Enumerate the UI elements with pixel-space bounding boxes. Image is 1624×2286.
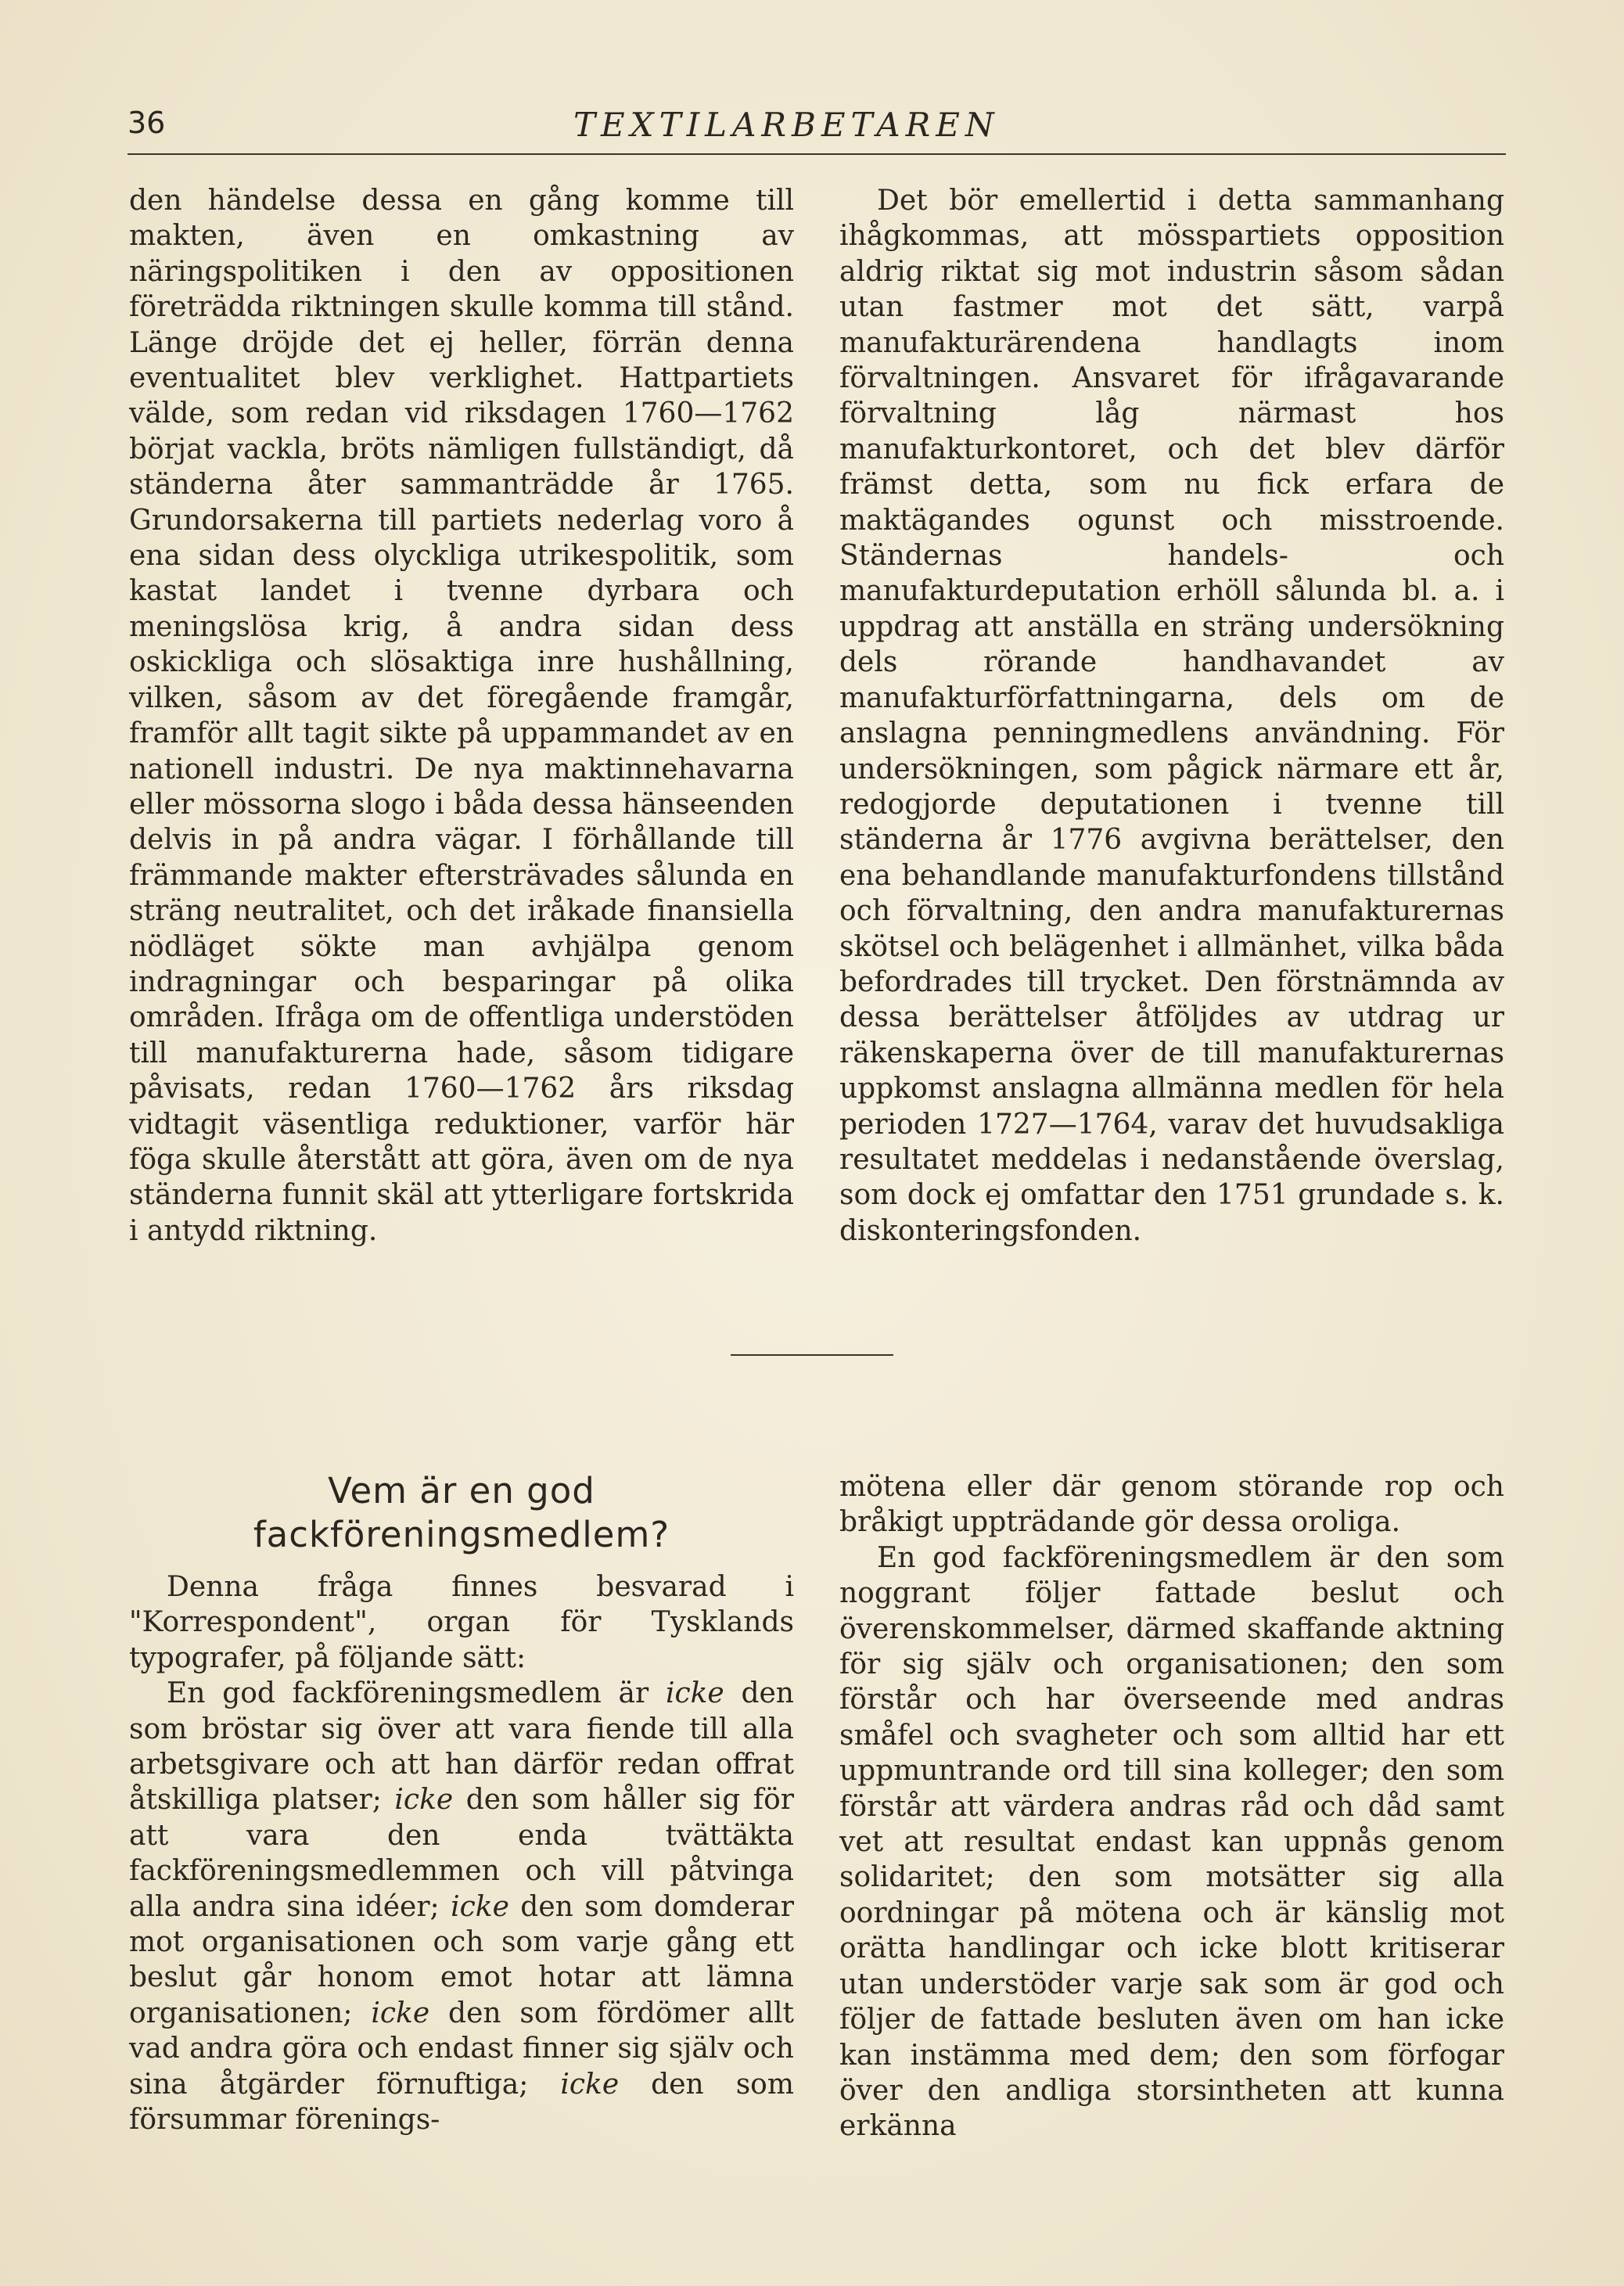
section-paragraph: En god fackföreningsmedlem är den som noggrant följer fattade beslut och överenskommelser, därmed skaffande aktning för sig själv och organisationen; den som förstår och har överseende med andras småfel och svagheter och som alltid har ett uppmuntrande ord till sina kolleger; den som förstår att värdera andras råd och dåd samt vet att resultat endast kan uppnås genom solidaritet; den som motsätter sig alla oordningar på mötena och är känslig mot orätta handlingar och icke blott kritiserar utan understöder varje sak som är god och följer de fattade besluten även om han icke kan instämma med dem; den som förfogar över den andliga storsintheten att kunna erkänna (839, 1541, 1504, 2143)
running-title: TEXTILARBETAREN (573, 106, 1000, 144)
text-run: En god fackföreningsmedlem är (167, 1677, 666, 1710)
section-paragraph (129, 1676, 794, 2137)
text-run: den som fördömer allt vad andra göra och endast finner sig själv och sina åtgärder förnuftiga; (129, 1997, 794, 2101)
emphasis: icke (394, 1784, 454, 1817)
header-rule (128, 153, 1506, 155)
emphasis: icke (665, 1677, 724, 1710)
text-run: den som försummar förenings- (129, 2068, 794, 2137)
emphasis: icke (560, 2068, 620, 2101)
section-column-right (839, 1469, 1504, 2144)
page-number: 36 (128, 106, 166, 140)
emphasis: icke (371, 1997, 430, 2029)
text-run: den som bröstar sig över att vara fiende till alla arbetsgivare och att han därför redan offrat åtskilliga platser; (129, 1677, 794, 1817)
text-run: den som håller sig för att vara den enda tvättäkta fackföreningsmedlemmen och vill påtvinga alla andra sina idéer; (129, 1784, 794, 1923)
section-divider (731, 1354, 893, 1356)
article-column-right (839, 183, 1504, 1249)
section-intro: Denna fråga finnes besvarad i "Korrespondent", organ för Tysklands typografer, på följande sätt: (129, 1571, 794, 1674)
article-paragraph: den händelse dessa en gång komme till makten, även en omkastning av näringspolitiken i den av oppositionen företrädda riktningen skulle komma till stånd. Länge dröjde det ej heller, förrän denna eventualitet blev verklighet. Hattpartiets välde, som redan vid riksdagen 1760—1762 börjat vackla, bröts nämligen fullständigt, då ständerna åter sammanträdde år 1765. Grundorsakerna till partiets nederlag voro å ena sidan dess olyckliga utrikespolitik, som kastat landet i tvenne dyrbara och meningslösa krig, å andra sidan dess oskickliga och slösaktiga inre hushållning, vilken, såsom av det föregående framgår, framför allt tagit sikte på uppammandet av en nationell industri. De nya maktinnehavarna eller mössorna slogo i båda dessa hänseenden delvis in på andra vägar. I förhållande till främmande makter eftersträvades sålunda en sträng neutralitet, och det iråkade finansiella nödläget sökte man avhjälpa genom indragningar och besparingar på olika områden. Ifråga om de offentliga understöden till manufakturerna hade, såsom tidigare påvisats, redan 1760—1762 års riksdag vidtagit väsentliga reduktioner, varför här föga skulle återstått att göra, även om de nya ständerna funnit skäl att ytterligare fortskrida i antydd riktning. (129, 185, 794, 1247)
page-header (128, 106, 1506, 149)
section-column-left (129, 1569, 794, 2138)
section-heading: Vem är en god fackföreningsmedlem? (253, 1470, 670, 1555)
text-run: den som domderar mot organisationen och som varje gång ett beslut går honom emot hotar att lämna organisationen; (129, 1890, 794, 2029)
article-paragraph: Det bör emellertid i detta sammanhang ihågkommas, att mösspartiets opposition aldrig riktat sig mot industrin såsom sådan utan fastmer mot det sätt, varpå manufakturärendena handlagts inom förvaltningen. Ansvaret för ifrågavarande förvaltning låg närmast hos manufakturkontoret, och det blev därför främst detta, som nu fick erfara de maktägandes ogunst och misstroende. Ständernas handels- och manufakturdeputation erhöll sålunda bl. a. i uppdrag att anställa en sträng undersökning dels rörande handhavandet av manufakturförfattningarna, dels om de anslagna penningmedlens användning. För undersökningen, som pågick närmare ett år, redogjorde deputationen i tvenne till ständerna år 1776 avgivna berättelser, den ena behandlande manufakturfondens tillstånd och förvaltning, den andra manufakturernas skötsel och belägenhet i allmänhet, vilka båda befordrades till trycket. Den förstnämnda av dessa berättelser åtföljdes av utdrag ur räkenskaperna över de till manufakturernas uppkomst anslagna allmänna medlen för hela perioden 1727—1764, varav det huvudsakliga resultatet meddelas i nedanstående överslag, som dock ej omfattar den 1751 grundade s. k. diskonteringsfonden. (839, 185, 1504, 1247)
emphasis: icke (451, 1890, 509, 1923)
article-column-left (129, 183, 794, 1249)
section-paragraph: mötena eller där genom störande rop och bråkigt uppträdande gör dessa oroliga. (839, 1471, 1504, 1539)
